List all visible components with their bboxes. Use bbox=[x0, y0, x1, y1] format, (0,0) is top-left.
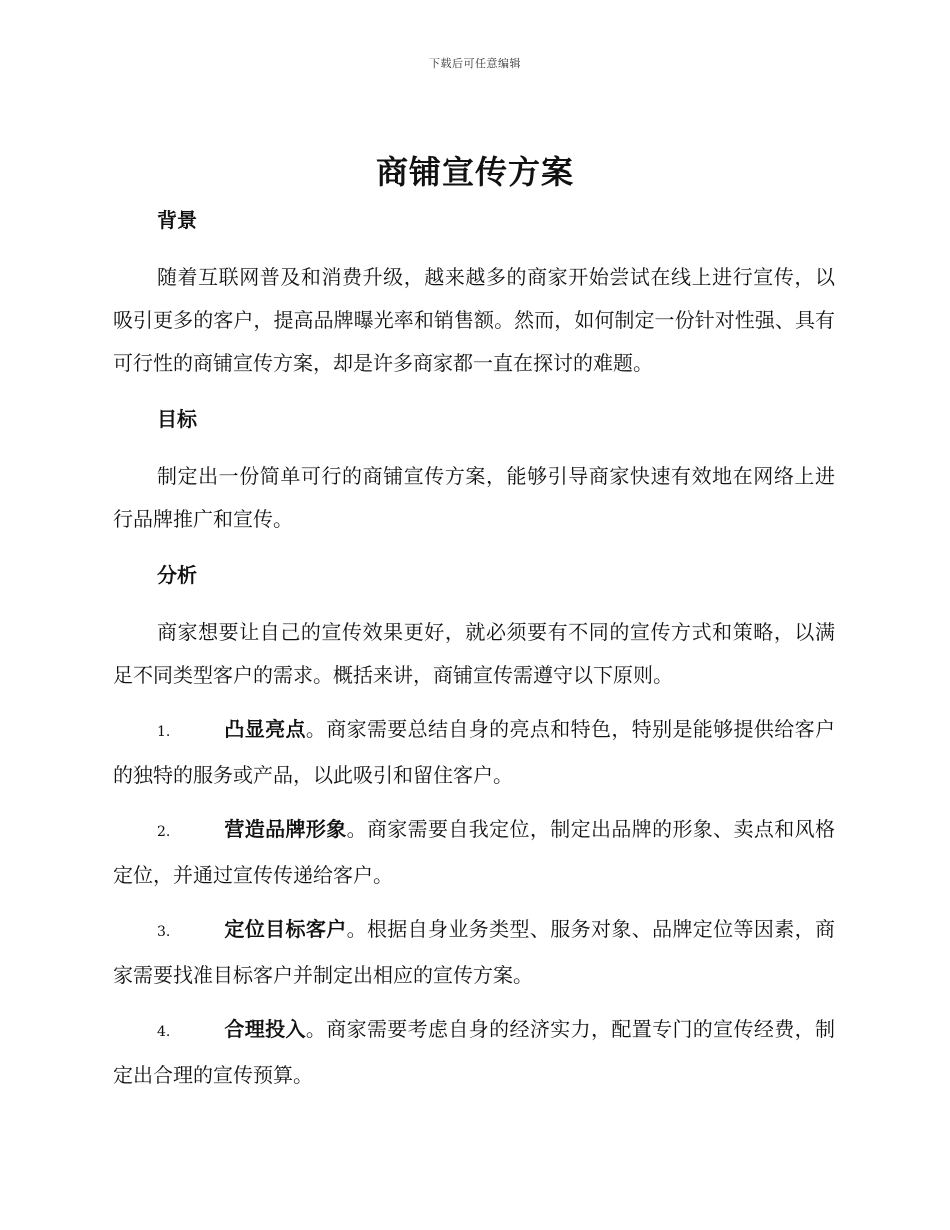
principle-number: 2. bbox=[157, 824, 171, 840]
principle-text: 。商家需要总结自身的亮点和特色，特别是能够提供给客户的独特的服务或产品，以此吸引和留住客户。 bbox=[113, 717, 836, 787]
principle-number: 4. bbox=[157, 1024, 171, 1040]
principle-item bbox=[113, 1008, 835, 1097]
document-body bbox=[113, 200, 835, 1097]
section-paragraph-analysis: 商家想要让自己的宣传效果更好，就必须要有不同的宣传方式和策略，以满足不同类型客户的需求。概括来讲，商铺宣传需遵守以下原则。 bbox=[113, 620, 835, 687]
section-paragraph-goal: 制定出一份简单可行的商铺宣传方案，能够引导商家快速有效地在网络上进行品牌推广和宣传。 bbox=[113, 464, 835, 531]
principle-number: 3. bbox=[157, 924, 171, 940]
principle-lead: 营造品牌形象 bbox=[224, 817, 347, 841]
principle-text: 。商家需要考虑自身的经济实力，配置专门的宣传经费，制定出合理的宣传预算。 bbox=[113, 1017, 836, 1087]
document-title: 商铺宣传方案 bbox=[375, 153, 574, 191]
section-heading-analysis: 分析 bbox=[157, 563, 197, 587]
principle-item bbox=[113, 708, 835, 797]
principle-item bbox=[113, 808, 835, 897]
principle-lead: 定位目标客户 bbox=[224, 917, 347, 941]
principle-text: 。根据自身业务类型、服务对象、品牌定位等因素，商家需要找准目标客户并制定出相应的宣传方案。 bbox=[113, 917, 836, 987]
section-heading-goal: 目标 bbox=[157, 407, 197, 431]
principle-item bbox=[113, 908, 835, 997]
principle-text: 。商家需要自我定位，制定出品牌的形象、卖点和风格定位，并通过宣传传递给客户。 bbox=[113, 817, 836, 887]
section-heading-background: 背景 bbox=[157, 208, 197, 232]
section-paragraph-background: 随着互联网普及和消费升级，越来越多的商家开始尝试在线上进行宣传，以吸引更多的客户，提高品牌曝光率和销售额。然而，如何制定一份针对性强、具有可行性的商铺宣传方案，却是许多商家都一直在探讨的难题。 bbox=[113, 265, 835, 375]
header-note: 下载后可任意编辑 bbox=[429, 57, 521, 70]
principle-number: 1. bbox=[157, 724, 171, 740]
principle-lead: 合理投入 bbox=[224, 1017, 306, 1041]
principle-lead: 凸显亮点 bbox=[224, 717, 306, 741]
